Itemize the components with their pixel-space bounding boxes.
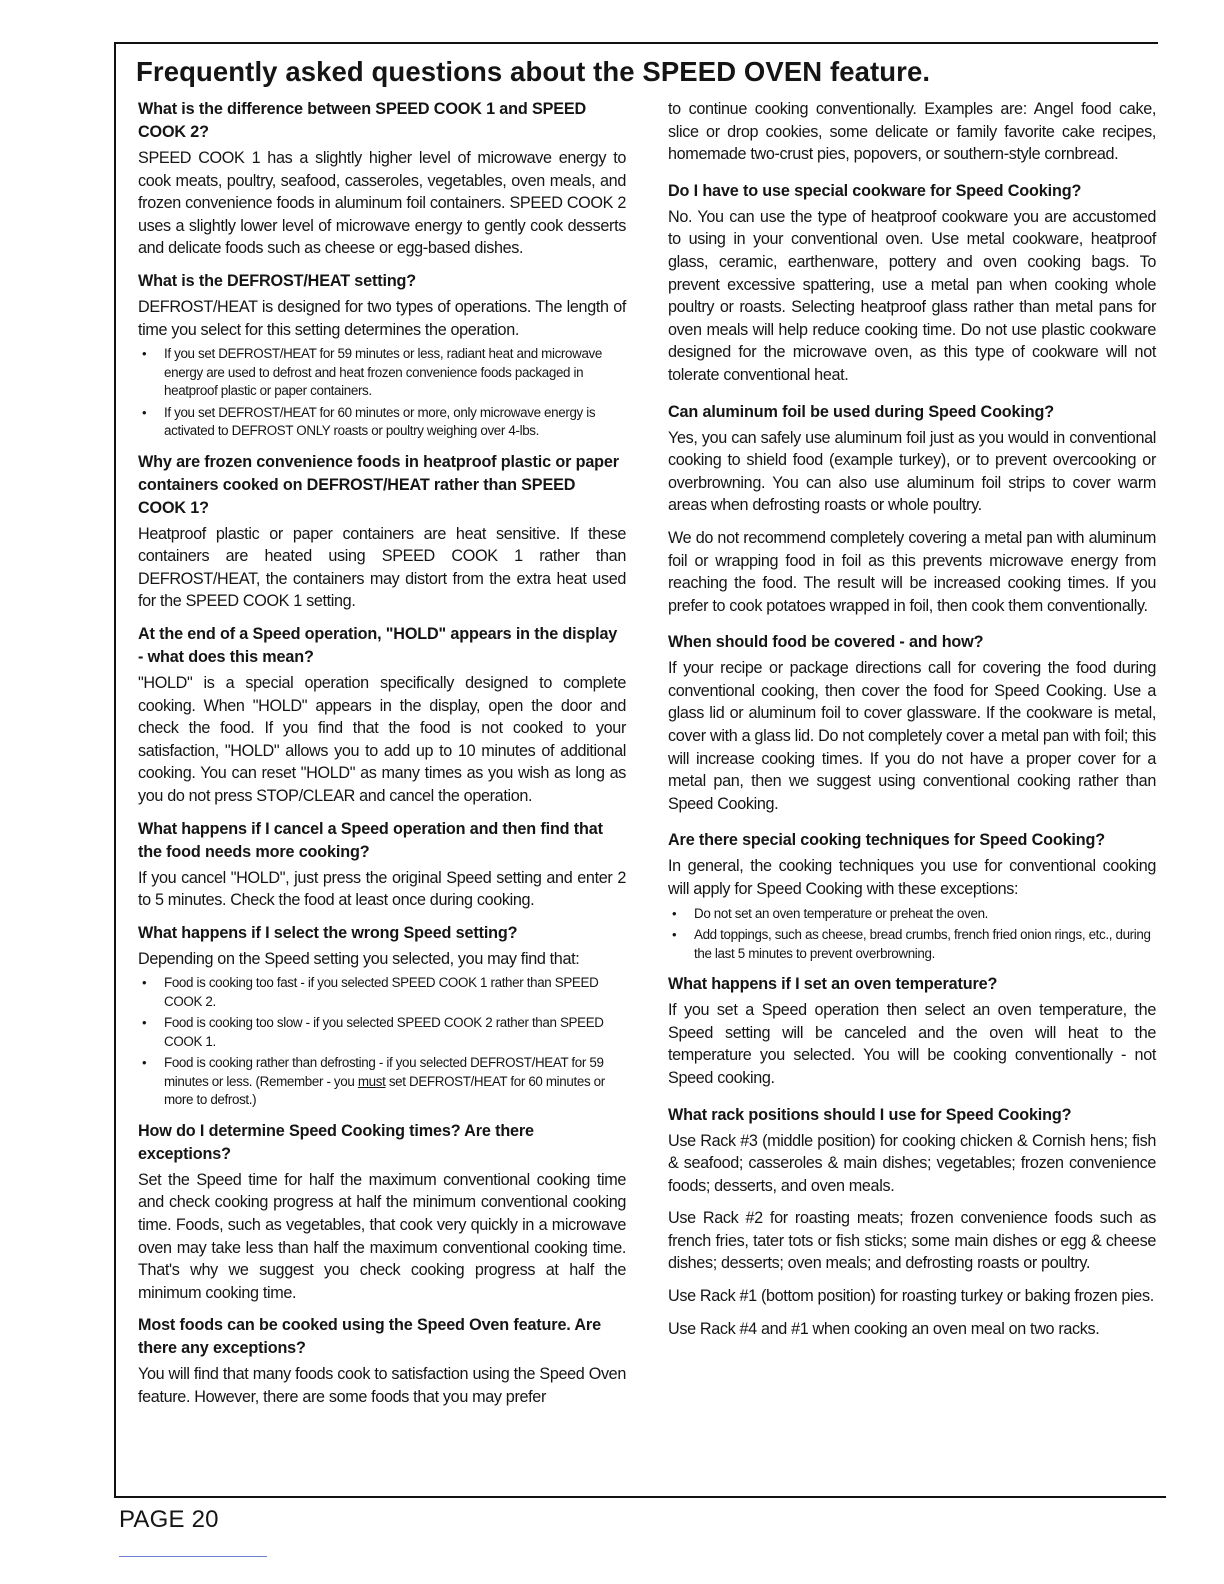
page-title: Frequently asked questions about the SPEED OVEN feature. xyxy=(136,56,931,87)
faq-answer-frozen-containers: Heatproof plastic or paper containers are heat sensitive. If these containers are heated using SPEED COOK 1 rather than DEFROST/HEAT, the containers may distort from the extra heat used for the SPEED COOK 1 setting. xyxy=(138,524,626,611)
wrong-setting-bullet-list xyxy=(138,974,626,1110)
faq-answer-cooking-techniques: In general, the cooking techniques you use for conventional cooking will apply for Speed Cooking with these exceptions: xyxy=(668,857,1156,899)
faq-answer-oven-temperature: If you set a Speed operation then select an oven temperature, the Speed setting will be canceled and the oven will heat to the temperature you selected. You will be cooking conventionally - not Speed cooking. xyxy=(668,1001,1156,1087)
page-frame-top-rule xyxy=(114,42,1158,44)
faq-answer-aluminum-foil-covering: We do not recommend completely covering a metal pan with aluminum foil or wrapping food in foil as this prevents microwave energy from reaching the food. The result will be increased cooking times. If you prefer to cook potatoes wrapped in foil, then cook them conventionally. xyxy=(668,528,1156,615)
list-item-text: Food is cooking rather than defrosting - if you selected DEFROST/HEAT for 59 minutes or less. (Remember - you xyxy=(164,1055,604,1089)
list-item: • Do not set an oven temperature or preheat the oven. xyxy=(668,905,1156,924)
page-number: PAGE 20 xyxy=(119,1506,219,1533)
faq-question-speed-cook-difference: What is the difference between SPEED COOK 1 and SPEED COOK 2? xyxy=(138,100,587,141)
faq-answer-covering-food: If your recipe or package directions call for covering the food during conventional cooking, then cover the food for Speed Cooking. Use a glass lid or aluminum foil to cover glassware. If the cookware is metal, cover with a glass lid. Do not completely cover a metal pan with foil; this will increase cooking times. If you do not have a proper cover for a metal pan, then we suggest using conventional cooking rather than Speed Cooking. xyxy=(668,659,1156,813)
faq-answer-rack-2: Use Rack #2 for roasting meats; frozen convenience foods such as french fries, tater tots or fish sticks; some main dishes or egg & cheese dishes; desserts; oven meals; and defrosting roasts or poultry. xyxy=(668,1209,1156,1273)
faq-question-exceptions: Most foods can be cooked using the Speed Oven feature. Are there any exceptions? xyxy=(138,1316,601,1358)
faq-question-oven-temperature: What happens if I set an oven temperature? xyxy=(668,975,998,994)
list-item: • Add toppings, such as cheese, bread crumbs, french fried onion rings, etc., during the last 5 minutes to prevent overbrowning. xyxy=(668,926,1156,963)
emphasis-must: must xyxy=(357,1073,386,1089)
faq-answer-exceptions: You will find that many foods cook to satisfaction using the Speed Oven feature. However, there are some foods that you may prefer xyxy=(138,1365,626,1407)
list-item-text: set DEFROST/HEAT for 60 minutes or more to defrost.) xyxy=(164,1073,605,1108)
faq-answer-wrong-setting: Depending on the Speed setting you selected, you may find that: xyxy=(138,949,580,968)
faq-answer-cancel-speed: If you cancel "HOLD", just press the original Speed setting and enter 2 to 5 minutes. Check the food at least once during cooking. xyxy=(138,868,626,910)
faq-answer-rack-1: Use Rack #1 (bottom position) for roasting turkey or baking frozen pies. xyxy=(668,1287,1154,1306)
page-frame-left-rule xyxy=(114,42,116,1498)
list-item: • If you set DEFROST/HEAT for 60 minutes or more, only microwave energy is activated to DEFROST ONLY roasts or poultry weighing over 4-lbs. xyxy=(138,404,626,441)
page-frame-bottom-rule xyxy=(114,1496,1166,1498)
faq-question-aluminum-foil: Can aluminum foil be used during Speed Cooking? xyxy=(668,402,1054,421)
list-item: • Food is cooking too fast - if you selected SPEED COOK 1 rather than SPEED COOK 2. xyxy=(138,974,626,1011)
faq-question-cancel-speed: What happens if I cancel a Speed operation and then find that the food needs more cooking? xyxy=(138,819,603,861)
faq-question-cooking-techniques: Are there special cooking techniques for Speed Cooking? xyxy=(668,831,1105,850)
left-column xyxy=(138,98,626,1419)
faq-answer-hold-display: "HOLD" is a special operation specifically designed to complete cooking. When "HOLD" appears in the display, open the door and check the food. If you find that the food is not cooked to your satisfaction, "HOLD" allows you to add up to 10 minutes of additional cooking. You can reset "HOLD" as many times as you wish as long as you do not press STOP/CLEAR and cancel the operation. xyxy=(138,674,626,805)
list-item: • Food is cooking too slow - if you selected SPEED COOK 2 rather than SPEED COOK 1. xyxy=(138,1014,626,1051)
list-item xyxy=(138,1054,626,1110)
cooking-techniques-bullet-list xyxy=(668,905,1156,964)
list-item: • If you set DEFROST/HEAT for 59 minutes or less, radiant heat and microwave energy are used to defrost and heat frozen convenience foods packaged in heatproof plastic or paper containers. xyxy=(138,345,626,401)
faq-question-rack-positions: What rack positions should I use for Speed Cooking? xyxy=(668,1105,1072,1124)
faq-answer-aluminum-foil: Yes, you can safely use aluminum foil just as you would in conventional cooking to shield food (example turkey), or to prevent overcooking or overbrowning. You can also use aluminum foil strips to cover warm areas when defrosting roasts or whole poultry. xyxy=(668,428,1156,515)
faq-answer-speed-times: Set the Speed time for half the maximum conventional cooking time and check cooking progress at half the minimum conventional cooking time. Foods, such as vegetables, that cook very quickly in a microwave oven may take less than half the maximum conventional cooking time. That's why we suggest you check cooking progress at half the minimum cooking time. xyxy=(138,1170,626,1302)
faq-question-hold-display: At the end of a Speed operation, "HOLD" appears in the display - what does this mean? xyxy=(138,625,618,667)
defrost-heat-bullet-list xyxy=(138,345,626,441)
faq-answer-cookware: No. You can use the type of heatproof cookware you are accustomed to using in your conventional oven. Use metal cookware, heatproof glass, ceramic, earthenware, pottery and oven cooking bags. To prevent excessive spattering, use a metal pan when cooking whole poultry or roasts. Selecting heatproof glass rather than metal pans for oven meals will help reduce cooking time. Do not use plastic cookware designed for the microwave oven, as this type of cookware will not tolerate conventional heat. xyxy=(668,207,1156,384)
faq-answer-rack-4-and-1: Use Rack #4 and #1 when cooking an oven meal on two racks. xyxy=(668,1319,1100,1338)
faq-answer-rack-3: Use Rack #3 (middle position) for cooking chicken & Cornish hens; fish & seafood; casseroles & main dishes; vegetables; frozen convenience foods; desserts, and oven meals. xyxy=(668,1131,1156,1195)
faq-question-frozen-containers: Why are frozen convenience foods in heatproof plastic or paper containers cooked on DEFROST/HEAT rather than SPEED COOK 1? xyxy=(138,452,619,517)
faq-question-defrost-heat: What is the DEFROST/HEAT setting? xyxy=(138,271,417,290)
faq-answer-defrost-heat: DEFROST/HEAT is designed for two types of operations. The length of time you select for this setting determines the operation. xyxy=(138,297,626,339)
faq-question-covering-food: When should food be covered - and how? xyxy=(668,633,984,652)
faq-question-speed-times: How do I determine Speed Cooking times? Are there exceptions? xyxy=(138,1121,534,1163)
right-column xyxy=(668,98,1156,1350)
faq-answer-exceptions-continued: to continue cooking conventionally. Examples are: Angel food cake, slice or drop cookies, some delicate or family favorite cake recipes, homemade two-crust pies, popovers, or southern-style cornbread. xyxy=(668,100,1156,164)
faq-question-cookware: Do I have to use special cookware for Speed Cooking? xyxy=(668,181,1082,200)
faq-answer-speed-cook-difference: SPEED COOK 1 has a slightly higher level of microwave energy to cook meats, poultry, seafood, casseroles, vegetables, oven meals, and frozen convenience foods in aluminum foil containers. SPEED COOK 2 uses a slightly lower level of microwave energy to gently cook desserts and delicate foods such as cheese or egg-based dishes. xyxy=(138,149,626,258)
bottom-underline xyxy=(119,1556,267,1557)
faq-question-wrong-setting: What happens if I select the wrong Speed setting? xyxy=(138,923,518,942)
